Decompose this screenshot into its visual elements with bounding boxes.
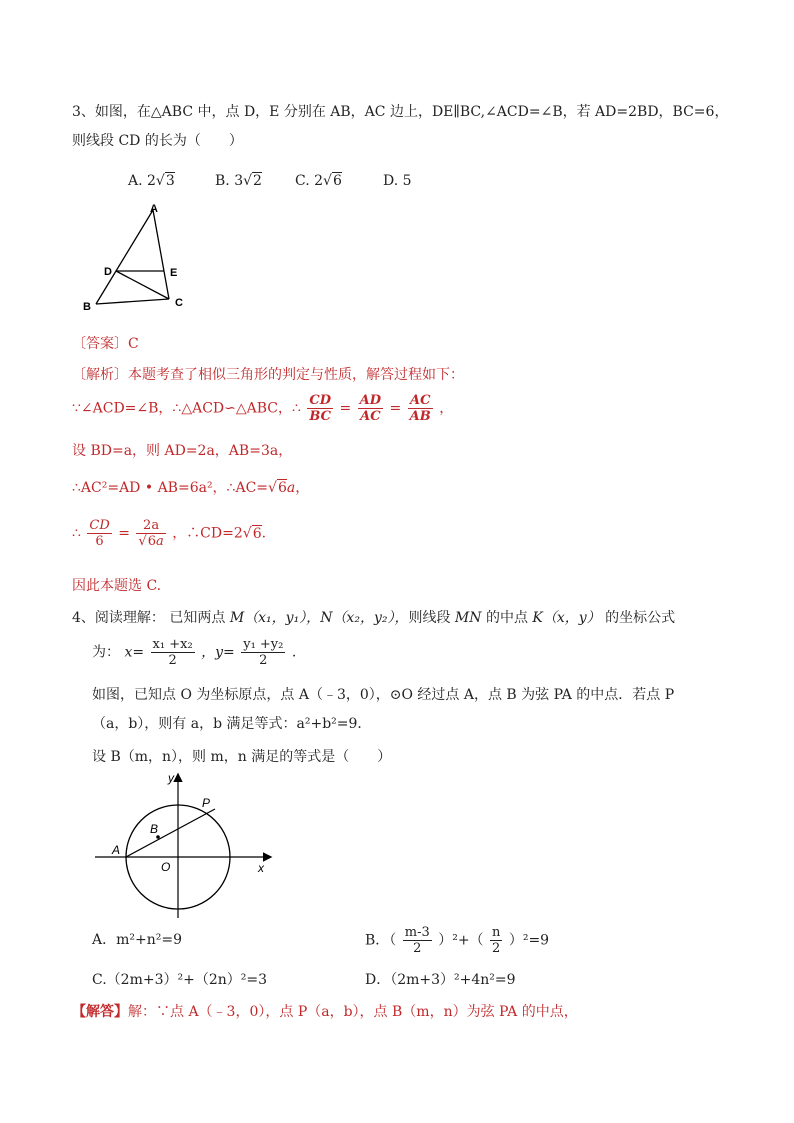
label-a: A <box>150 203 158 215</box>
q4-stem-line5: 设 B（m，n），则 m，n 满足的等式是（ ） <box>92 749 392 765</box>
label-y: y <box>168 771 174 785</box>
q4-option-c: C.（2m+3）²+（2n）²=3 <box>92 972 267 988</box>
chord-pa <box>126 809 215 857</box>
frac-midpoint-x: $\frac{\text{x₁ +x₂}}{2}$ <box>152 637 193 668</box>
label-b: B <box>83 301 91 313</box>
label-b: B <box>150 822 159 836</box>
label-e: E <box>170 267 178 279</box>
q4-option-b: B．（ $\frac{m-3}{2}$ ）²+（ $\frac{n}{2}$ ）²=9 <box>365 925 550 956</box>
q3-stem-line1: 3、如图，在△ABC 中，点 D，E 分别在 AB，AC 边上，DE∥BC,∠ACD=∠B，若 AD=2BD，BC=6， <box>72 104 729 120</box>
q3-option-a: A. 2√3 <box>128 173 175 189</box>
label-a: A <box>112 843 121 857</box>
frac-ad-ac: $\frac{AD}{AC}$ <box>359 393 382 424</box>
q3-conclusion: 因此本题选 C. <box>72 578 162 594</box>
q3-stem-line2: 则线段 CD 的长为（ ） <box>72 133 243 149</box>
q4-option-d: D．（2m+3）²+4n²=9 <box>365 972 516 988</box>
q4-circle-figure <box>90 770 280 920</box>
frac-midpoint-y: $\frac{\text{y₁ +y₂}}{2}$ <box>243 637 284 668</box>
q4-stem-line4: （a，b），则有 a，b 满足等式：a²+b²=9． <box>92 716 372 732</box>
q3-step2: 设 BD=a，则 AD=2a，AB=3a， <box>72 443 293 459</box>
frac-2a-sqrt6a: $\frac{2a}{√6a}$ <box>138 518 164 549</box>
q4-stem-line2: 为： x= $\frac{\text{x₁ +x₂}}{2}$ ，y= $\frac{\text{y₁ +y₂}}{2}$ . <box>92 637 297 668</box>
label-o: O <box>161 860 171 874</box>
q4-stem-line1: 4、阅读理解： 已知两点 M（x₁，y₁），N（x₂，y₂），则线段 MN 的中点 K（x，y） 的坐标公式 <box>72 610 676 626</box>
side-bc <box>96 299 169 304</box>
q3-step4: ∴ $\frac{CD}{6}$ = $\frac{2a}{√6a}$ ，∴CD=2√6. <box>72 518 267 549</box>
label-p: P <box>202 796 211 810</box>
frac-cd-bc: $\frac{CD}{BC}$ <box>309 393 332 424</box>
q3-option-b: B. 3√2 <box>215 173 262 189</box>
label-x: x <box>258 861 264 875</box>
q3-option-c: C. 2√6 <box>295 173 342 189</box>
q4-stem-line3: 如图，已知点 O 为坐标原点，点 A（﹣3，0），⊙O 经过点 A，点 B 为弦 PA 的中点．若点 P <box>92 687 675 703</box>
q3-analysis-intro: 〔解析〕本题考查了相似三角形的判定与性质，解答过程如下： <box>72 367 464 383</box>
solution-tag: 【解答】 <box>72 1004 128 1020</box>
q3-triangle-figure <box>80 198 200 314</box>
frac-m-3-over-2: $\frac{m-3}{2}$ <box>404 925 430 956</box>
frac-cd-6: $\frac{CD}{6}$ <box>89 518 110 549</box>
label-c: C <box>175 297 183 309</box>
frac-n-over-2: $\frac{n}{2}$ <box>492 925 501 956</box>
q3-step1: ∵∠ACD=∠B，∴△ACD∽△ABC，∴ $\frac{CD}{BC}$ = $\frac{AD}{AC}$ = $\frac{AC}{AB}$ ， <box>72 393 454 424</box>
frac-ac-ab: $\frac{AC}{AB}$ <box>409 393 431 424</box>
side-ab <box>96 210 153 304</box>
q3-answer: 〔答案〕C <box>72 336 139 352</box>
q3-step3: ∴AC²=AD • AB=6a²，∴AC=√6a， <box>72 480 310 496</box>
q4-option-a: A．m²+n²=9 <box>92 932 182 948</box>
segment-cd <box>116 271 169 299</box>
q4-solution: 【解答】解：∵点 A（﹣3，0），点 P（a，b），点 B（m，n）为弦 PA 的中点， <box>72 1004 578 1020</box>
side-ac <box>153 210 169 299</box>
q3-option-d: D. 5 <box>383 173 412 189</box>
label-d: D <box>104 266 112 278</box>
